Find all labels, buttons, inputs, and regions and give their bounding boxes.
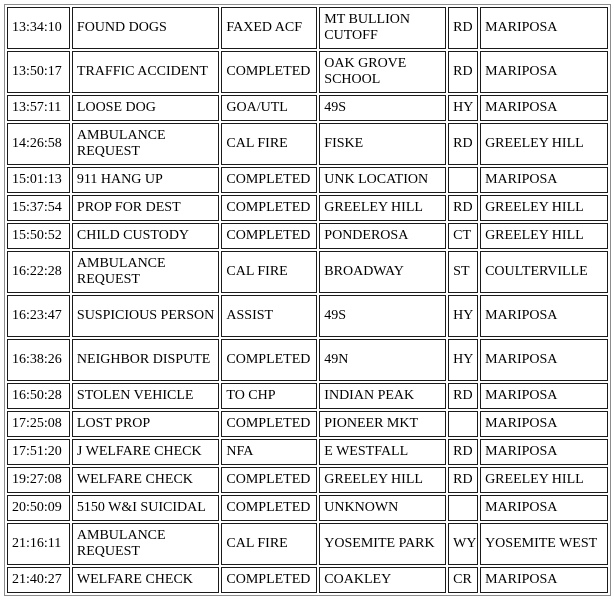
location-cell: OAK GROVE SCHOOL (319, 51, 446, 93)
city-cell: MARIPOSA (480, 167, 608, 193)
disposition-cell: COMPLETED (221, 467, 317, 493)
time-cell: 21:40:27 (7, 567, 70, 593)
call-type-cell: J WELFARE CHECK (72, 439, 219, 465)
disposition-cell: ASSIST (221, 295, 317, 337)
location-cell: MT BULLION CUTOFF (319, 7, 446, 49)
table-row (7, 411, 608, 437)
time-cell: 16:23:47 (7, 295, 70, 337)
location-cell: 49N (319, 339, 446, 381)
call-log-body (7, 7, 608, 593)
table-row (7, 295, 608, 337)
time-cell: 17:25:08 (7, 411, 70, 437)
disposition-cell: NFA (221, 439, 317, 465)
disposition-cell: COMPLETED (221, 167, 317, 193)
disposition-cell: CAL FIRE (221, 123, 317, 165)
call-type-cell: LOOSE DOG (72, 95, 219, 121)
city-cell: GREELEY HILL (480, 123, 608, 165)
call-type-cell: AMBULANCE REQUEST (72, 523, 219, 565)
time-cell: 21:16:11 (7, 523, 70, 565)
location-cell: UNK LOCATION (319, 167, 446, 193)
location-cell: PIONEER MKT (319, 411, 446, 437)
table-row (7, 195, 608, 221)
call-type-cell: PROP FOR DEST (72, 195, 219, 221)
location-cell: GREELEY HILL (319, 195, 446, 221)
street-suffix-cell: RD (448, 7, 478, 49)
location-cell: FISKE (319, 123, 446, 165)
time-cell: 15:01:13 (7, 167, 70, 193)
street-suffix-cell: HY (448, 295, 478, 337)
disposition-cell: CAL FIRE (221, 523, 317, 565)
table-row (7, 95, 608, 121)
table-row (7, 439, 608, 465)
street-suffix-cell (448, 495, 478, 521)
location-cell: YOSEMITE PARK (319, 523, 446, 565)
disposition-cell: COMPLETED (221, 411, 317, 437)
street-suffix-cell: CT (448, 223, 478, 249)
street-suffix-cell: ST (448, 251, 478, 293)
location-cell: COAKLEY (319, 567, 446, 593)
time-cell: 13:57:11 (7, 95, 70, 121)
disposition-cell: CAL FIRE (221, 251, 317, 293)
table-row (7, 223, 608, 249)
location-cell: BROADWAY (319, 251, 446, 293)
location-cell: GREELEY HILL (319, 467, 446, 493)
table-row (7, 383, 608, 409)
table-row (7, 123, 608, 165)
location-cell: 49S (319, 295, 446, 337)
location-cell: UNKNOWN (319, 495, 446, 521)
street-suffix-cell: RD (448, 195, 478, 221)
time-cell: 16:50:28 (7, 383, 70, 409)
time-cell: 15:37:54 (7, 195, 70, 221)
call-type-cell: AMBULANCE REQUEST (72, 123, 219, 165)
call-type-cell: WELFARE CHECK (72, 467, 219, 493)
street-suffix-cell (448, 167, 478, 193)
table-row (7, 339, 608, 381)
call-log-table (4, 4, 611, 596)
time-cell: 13:34:10 (7, 7, 70, 49)
street-suffix-cell: HY (448, 339, 478, 381)
city-cell: MARIPOSA (480, 95, 608, 121)
table-row (7, 567, 608, 593)
time-cell: 17:51:20 (7, 439, 70, 465)
time-cell: 20:50:09 (7, 495, 70, 521)
city-cell: MARIPOSA (480, 495, 608, 521)
time-cell: 15:50:52 (7, 223, 70, 249)
table-row (7, 51, 608, 93)
street-suffix-cell: RD (448, 383, 478, 409)
city-cell: COULTERVILLE (480, 251, 608, 293)
street-suffix-cell: WY (448, 523, 478, 565)
street-suffix-cell: RD (448, 439, 478, 465)
location-cell: 49S (319, 95, 446, 121)
location-cell: INDIAN PEAK (319, 383, 446, 409)
time-cell: 16:38:26 (7, 339, 70, 381)
city-cell: MARIPOSA (480, 383, 608, 409)
disposition-cell: COMPLETED (221, 195, 317, 221)
disposition-cell: GOA/UTL (221, 95, 317, 121)
call-type-cell: STOLEN VEHICLE (72, 383, 219, 409)
location-cell: E WESTFALL (319, 439, 446, 465)
call-type-cell: NEIGHBOR DISPUTE (72, 339, 219, 381)
disposition-cell: COMPLETED (221, 51, 317, 93)
city-cell: MARIPOSA (480, 411, 608, 437)
table-row (7, 7, 608, 49)
disposition-cell: COMPLETED (221, 495, 317, 521)
city-cell: GREELEY HILL (480, 467, 608, 493)
table-row (7, 495, 608, 521)
time-cell: 13:50:17 (7, 51, 70, 93)
table-row (7, 467, 608, 493)
table-row (7, 523, 608, 565)
table-row (7, 251, 608, 293)
city-cell: MARIPOSA (480, 567, 608, 593)
city-cell: MARIPOSA (480, 51, 608, 93)
time-cell: 16:22:28 (7, 251, 70, 293)
call-type-cell: CHILD CUSTODY (72, 223, 219, 249)
call-type-cell: 5150 W&I SUICIDAL (72, 495, 219, 521)
location-cell: PONDEROSA (319, 223, 446, 249)
time-cell: 19:27:08 (7, 467, 70, 493)
call-type-cell: AMBULANCE REQUEST (72, 251, 219, 293)
disposition-cell: COMPLETED (221, 567, 317, 593)
call-type-cell: FOUND DOGS (72, 7, 219, 49)
disposition-cell: TO CHP (221, 383, 317, 409)
disposition-cell: FAXED ACF (221, 7, 317, 49)
street-suffix-cell (448, 411, 478, 437)
city-cell: MARIPOSA (480, 295, 608, 337)
call-type-cell: WELFARE CHECK (72, 567, 219, 593)
city-cell: MARIPOSA (480, 439, 608, 465)
call-type-cell: LOST PROP (72, 411, 219, 437)
street-suffix-cell: RD (448, 467, 478, 493)
street-suffix-cell: RD (448, 51, 478, 93)
call-type-cell: 911 HANG UP (72, 167, 219, 193)
street-suffix-cell: CR (448, 567, 478, 593)
disposition-cell: COMPLETED (221, 339, 317, 381)
city-cell: MARIPOSA (480, 7, 608, 49)
disposition-cell: COMPLETED (221, 223, 317, 249)
table-row (7, 167, 608, 193)
street-suffix-cell: RD (448, 123, 478, 165)
time-cell: 14:26:58 (7, 123, 70, 165)
city-cell: GREELEY HILL (480, 223, 608, 249)
city-cell: GREELEY HILL (480, 195, 608, 221)
call-type-cell: SUSPICIOUS PERSON (72, 295, 219, 337)
street-suffix-cell: HY (448, 95, 478, 121)
city-cell: MARIPOSA (480, 339, 608, 381)
call-type-cell: TRAFFIC ACCIDENT (72, 51, 219, 93)
city-cell: YOSEMITE WEST (480, 523, 608, 565)
